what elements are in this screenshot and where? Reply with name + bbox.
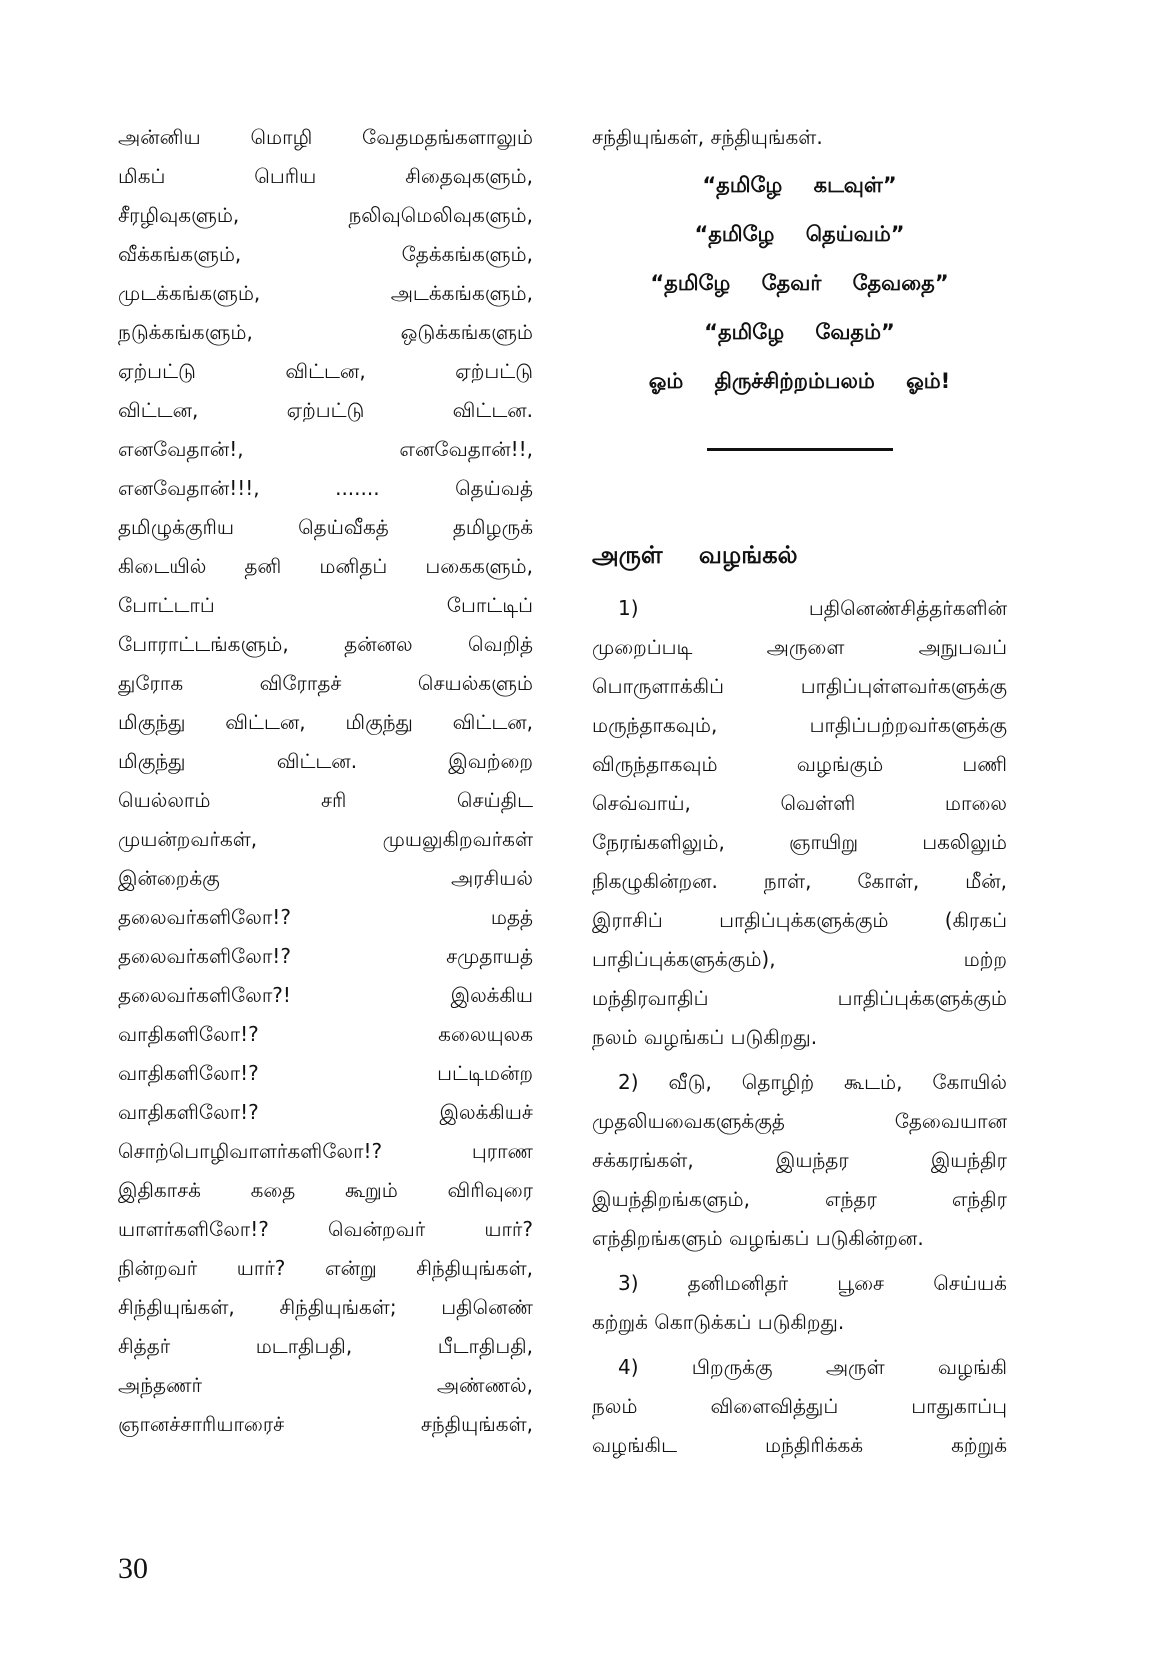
paragraph-list bbox=[592, 589, 1007, 1465]
text-line bbox=[118, 391, 533, 430]
word: புராண bbox=[471, 1139, 533, 1163]
text-line bbox=[592, 706, 1007, 745]
right-column bbox=[592, 118, 1007, 1465]
text-line bbox=[118, 1210, 533, 1249]
page-number: 30 bbox=[118, 1552, 148, 1585]
word: சந்தியுங்கள், bbox=[420, 1412, 533, 1436]
word: ஞாயிறு bbox=[788, 830, 859, 854]
text-line bbox=[118, 352, 533, 391]
word: இலக்கிய bbox=[450, 983, 533, 1007]
word: தன்னல bbox=[344, 632, 413, 656]
word: தேவையான bbox=[894, 1109, 1007, 1133]
word: மிகுந்து bbox=[118, 710, 186, 734]
word: நலம் bbox=[592, 1394, 638, 1418]
word: பதினெண்சித்தர்களின் bbox=[808, 596, 1007, 620]
text-line bbox=[118, 820, 533, 859]
section-heading: அருள் வழங்கல் bbox=[592, 541, 798, 569]
text-line bbox=[592, 862, 1007, 901]
word: வீடு, bbox=[668, 1070, 712, 1094]
word: அநுபவப் bbox=[918, 635, 1007, 659]
word: நேரங்களிலும், bbox=[592, 830, 725, 854]
text-line bbox=[118, 508, 533, 547]
text-line bbox=[592, 1219, 1007, 1258]
text-line bbox=[592, 1180, 1007, 1219]
word: போட்டிப் bbox=[446, 593, 533, 617]
word: அருள் bbox=[825, 1355, 885, 1379]
word: பாதிப்புக்களுக்கும் bbox=[719, 908, 889, 932]
text-line bbox=[118, 1249, 533, 1288]
word: பெரிய bbox=[254, 164, 317, 188]
word: அந்தணர் bbox=[118, 1373, 202, 1397]
word: யாளர்களிலோ!? bbox=[118, 1217, 269, 1241]
word: பகைகளும், bbox=[425, 554, 533, 578]
word: மற்ற bbox=[963, 947, 1007, 971]
word: கதை bbox=[250, 1178, 296, 1202]
text-line bbox=[592, 1303, 1007, 1342]
word: முயன்றவர்கள், bbox=[118, 827, 258, 851]
word: மந்திரவாதிப் bbox=[592, 986, 709, 1010]
text-line bbox=[118, 625, 533, 664]
text-line bbox=[118, 1132, 533, 1171]
word: 4) bbox=[618, 1355, 639, 1379]
text-line bbox=[118, 547, 533, 586]
text-line bbox=[592, 1063, 1007, 1102]
word: எந்தர bbox=[825, 1187, 877, 1211]
text-line bbox=[592, 745, 1007, 784]
word: யார்? bbox=[484, 1217, 533, 1241]
word: இயந்திறங்களும், bbox=[592, 1187, 750, 1211]
text-line bbox=[592, 628, 1007, 667]
text-line bbox=[592, 1141, 1007, 1180]
word: மருந்தாகவும், bbox=[592, 713, 718, 737]
word: விரோதச் bbox=[259, 671, 342, 695]
word: பதினெண் bbox=[441, 1295, 533, 1319]
word: தலைவர்களிலோ!? bbox=[118, 905, 291, 929]
word: மிகுந்து bbox=[118, 749, 186, 773]
text-line bbox=[118, 1054, 533, 1093]
word: 1) bbox=[618, 596, 639, 620]
word: ....... bbox=[335, 476, 380, 500]
word: ஒடுக்கங்களும் bbox=[400, 320, 533, 344]
word: அரசியல் bbox=[451, 866, 533, 890]
word: சிந்தியுங்கள்; bbox=[279, 1295, 397, 1319]
word: பாதிப்புக்களுக்கும் bbox=[837, 986, 1007, 1010]
word: வழங்கிட bbox=[592, 1433, 678, 1457]
word: மொழி bbox=[250, 125, 313, 149]
word: வேதமதங்களாலும் bbox=[362, 125, 533, 149]
word: எந்திர bbox=[951, 1187, 1007, 1211]
word: (கிரகப் bbox=[944, 908, 1007, 932]
text-line bbox=[118, 1405, 533, 1444]
word: சிந்தியுங்கள், bbox=[416, 1256, 533, 1280]
text-line bbox=[592, 667, 1007, 706]
word: இன்றைக்கு bbox=[118, 866, 220, 890]
text-line bbox=[592, 901, 1007, 940]
word: செய்யக் bbox=[933, 1271, 1007, 1295]
word: நிகழுகின்றன. bbox=[592, 869, 718, 893]
paragraph bbox=[592, 1264, 1007, 1342]
word: பாதுகாப்பு bbox=[911, 1394, 1007, 1418]
word: வாதிகளிலோ!? bbox=[118, 1022, 259, 1046]
word: விட்டன, bbox=[118, 398, 199, 422]
word: சிதைவுகளும், bbox=[405, 164, 533, 188]
word: தமிழுக்குரிய bbox=[118, 515, 235, 539]
continuation-text: சந்தியுங்கள், சந்தியுங்கள். bbox=[592, 125, 823, 149]
word: தொழிற் bbox=[741, 1070, 815, 1094]
text-line bbox=[592, 1348, 1007, 1387]
word: அருளை bbox=[766, 635, 845, 659]
text-line bbox=[592, 979, 1007, 1018]
invocation-line: “தமிழே வேதம்” bbox=[704, 320, 895, 344]
word: பட்டிமன்ற bbox=[437, 1061, 533, 1085]
word: இவற்றை bbox=[448, 749, 533, 773]
invocation-line: “தமிழே கடவுள்” bbox=[702, 173, 897, 197]
text-line bbox=[592, 1426, 1007, 1465]
word: அடக்கங்களும், bbox=[390, 281, 533, 305]
word: மடாதிபதி, bbox=[255, 1334, 353, 1358]
word: வெள்ளி bbox=[780, 791, 856, 815]
word: பாதிப்புக்களுக்கும்), bbox=[592, 947, 776, 971]
text-line bbox=[118, 118, 533, 157]
text-line bbox=[118, 430, 533, 469]
text-line bbox=[118, 1288, 533, 1327]
text-line bbox=[592, 589, 1007, 628]
word: அண்ணல், bbox=[436, 1373, 533, 1397]
word: நடுக்கங்களும், bbox=[118, 320, 253, 344]
word: போட்டாப் bbox=[118, 593, 215, 617]
invocation-line: “தமிழே தேவர் தேவதை” bbox=[650, 271, 949, 295]
text-line bbox=[592, 1264, 1007, 1303]
word: விட்டன, bbox=[452, 710, 533, 734]
text-line bbox=[118, 664, 533, 703]
text-line bbox=[592, 823, 1007, 862]
word: தனிமனிதர் bbox=[687, 1271, 789, 1295]
word: செவ்வாய், bbox=[592, 791, 691, 815]
word: சமுதாயத் bbox=[446, 944, 533, 968]
word: அன்னிய bbox=[118, 125, 201, 149]
word: மாலை bbox=[944, 791, 1007, 815]
word: வீக்கங்களும், bbox=[118, 242, 242, 266]
text-line bbox=[118, 703, 533, 742]
word: விட்டன, bbox=[285, 359, 366, 383]
word: யார்? bbox=[236, 1256, 286, 1280]
word: சரி bbox=[320, 788, 347, 812]
word: கிடையில் bbox=[118, 554, 207, 578]
word: வெறித் bbox=[468, 632, 533, 656]
word: சித்தர் bbox=[118, 1334, 171, 1358]
word: விட்டன, bbox=[225, 710, 306, 734]
word: வழங்கும் bbox=[796, 752, 884, 776]
text-line bbox=[118, 1366, 533, 1405]
word: 2) bbox=[618, 1070, 639, 1094]
word: கோயில் bbox=[932, 1070, 1007, 1094]
word: பகலிலும் bbox=[922, 830, 1007, 854]
word: எனவேதான்!!!, bbox=[118, 476, 260, 500]
word: கற்றுக் bbox=[951, 1433, 1007, 1457]
word: மீன், bbox=[965, 869, 1007, 893]
word: ஞானச்சாரியாரைச் bbox=[118, 1412, 285, 1436]
word: போராட்டங்களும், bbox=[118, 632, 289, 656]
word: தமிழருக் bbox=[452, 515, 533, 539]
word: இராசிப் bbox=[592, 908, 663, 932]
word: பாதிப்பற்றவர்களுக்கு bbox=[809, 713, 1007, 737]
text-line bbox=[118, 274, 533, 313]
word: விரிவுரை bbox=[447, 1178, 533, 1202]
line-text: எந்திறங்களும் வழங்கப் படுகின்றன. bbox=[592, 1226, 924, 1250]
text-line bbox=[118, 313, 533, 352]
text-line bbox=[118, 1093, 533, 1132]
line-text: கற்றுக் கொடுக்கப் படுகிறது. bbox=[592, 1310, 845, 1334]
text-line bbox=[118, 235, 533, 274]
word: விளைவித்துப் bbox=[710, 1394, 839, 1418]
word: நலிவுமெலிவுகளும், bbox=[348, 203, 533, 227]
word: செயல்களும் bbox=[417, 671, 533, 695]
word: நின்றவர் bbox=[118, 1256, 198, 1280]
text-line bbox=[118, 1171, 533, 1210]
section-divider bbox=[707, 448, 893, 451]
word: என்று bbox=[324, 1256, 377, 1280]
word: இலக்கியச் bbox=[439, 1100, 533, 1124]
word: ஏற்பட்டு bbox=[455, 359, 533, 383]
word: கோள், bbox=[857, 869, 920, 893]
text-line bbox=[118, 742, 533, 781]
word: வாதிகளிலோ!? bbox=[118, 1100, 259, 1124]
word: வென்றவர் bbox=[327, 1217, 426, 1241]
text-line bbox=[118, 1015, 533, 1054]
word: முயலுகிறவர்கள் bbox=[382, 827, 533, 851]
text-line bbox=[118, 586, 533, 625]
word: எனவேதான்!, bbox=[118, 437, 244, 461]
word: மதத் bbox=[490, 905, 533, 929]
word: 3) bbox=[618, 1271, 639, 1295]
word: எனவேதான்!!, bbox=[399, 437, 533, 461]
invocation-block bbox=[592, 161, 1007, 406]
word: மிகப் bbox=[118, 164, 166, 188]
paragraph bbox=[592, 1063, 1007, 1258]
text-line bbox=[118, 859, 533, 898]
text-line bbox=[118, 196, 533, 235]
word: மிகுந்து bbox=[345, 710, 413, 734]
word: இயந்தர bbox=[775, 1148, 849, 1172]
word: வாதிகளிலோ!? bbox=[118, 1061, 259, 1085]
word: பிறருக்கு bbox=[691, 1355, 773, 1379]
continuation-line bbox=[592, 118, 1007, 157]
word: நாள், bbox=[763, 869, 812, 893]
word: ஏற்பட்டு bbox=[118, 359, 196, 383]
word: பூசை bbox=[837, 1271, 885, 1295]
invocation-line: “தமிழே தெய்வம்” bbox=[694, 222, 905, 246]
left-column bbox=[118, 118, 533, 1444]
text-line bbox=[592, 1102, 1007, 1141]
word: கூடம், bbox=[844, 1070, 903, 1094]
word: முறைப்படி bbox=[592, 635, 693, 659]
word: சொற்பொழிவாளர்களிலோ!? bbox=[118, 1139, 383, 1163]
text-line bbox=[592, 1387, 1007, 1426]
word: தலைவர்களிலோ!? bbox=[118, 944, 291, 968]
text-line bbox=[592, 1018, 1007, 1057]
word: விட்டன. bbox=[276, 749, 358, 773]
text-line bbox=[118, 1327, 533, 1366]
word: முடக்கங்களும், bbox=[118, 281, 261, 305]
word: பணி bbox=[962, 752, 1007, 776]
word: கூறும் bbox=[344, 1178, 398, 1202]
text-line bbox=[118, 469, 533, 508]
word: செய்திட bbox=[456, 788, 533, 812]
text-line bbox=[118, 976, 533, 1015]
word: யெல்லாம் bbox=[118, 788, 211, 812]
paragraph bbox=[592, 1348, 1007, 1465]
word: இதிகாசக் bbox=[118, 1178, 201, 1202]
text-line bbox=[592, 940, 1007, 979]
word: முதலியவைகளுக்குத் bbox=[592, 1109, 785, 1133]
word: சக்கரங்கள், bbox=[592, 1148, 694, 1172]
word: தேக்கங்களும், bbox=[401, 242, 533, 266]
text-line bbox=[118, 157, 533, 196]
text-line bbox=[118, 937, 533, 976]
word: ஏற்பட்டு bbox=[286, 398, 365, 422]
word: மந்திரிக்கக் bbox=[765, 1433, 864, 1457]
word: தெய்வத் bbox=[455, 476, 533, 500]
word: சீரழிவுகளும், bbox=[118, 203, 240, 227]
text-line bbox=[118, 898, 533, 937]
word: துரோக bbox=[118, 671, 184, 695]
word: தலைவர்களிலோ?! bbox=[118, 983, 291, 1007]
word: மனிதப் bbox=[319, 554, 388, 578]
invocation-line: ஓம் திருச்சிற்றம்பலம் ஓம்! bbox=[648, 369, 951, 393]
word: சிந்தியுங்கள், bbox=[118, 1295, 235, 1319]
word: தெய்வீகத் bbox=[298, 515, 389, 539]
word: பாதிப்புள்ளவர்களுக்கு bbox=[800, 674, 1007, 698]
line-text: நலம் வழங்கப் படுகிறது. bbox=[592, 1025, 818, 1049]
paragraph bbox=[592, 589, 1007, 1057]
word: தனி bbox=[244, 554, 282, 578]
word: பீடாதிபதி, bbox=[437, 1334, 533, 1358]
word: பொருளாக்கிப் bbox=[592, 674, 724, 698]
word: வழங்கி bbox=[937, 1355, 1007, 1379]
word: இயந்திர bbox=[930, 1148, 1007, 1172]
word: கலையுலக bbox=[438, 1022, 533, 1046]
word: விட்டன. bbox=[452, 398, 533, 422]
word: விருந்தாகவும் bbox=[592, 752, 718, 776]
text-line bbox=[592, 784, 1007, 823]
text-line bbox=[118, 781, 533, 820]
